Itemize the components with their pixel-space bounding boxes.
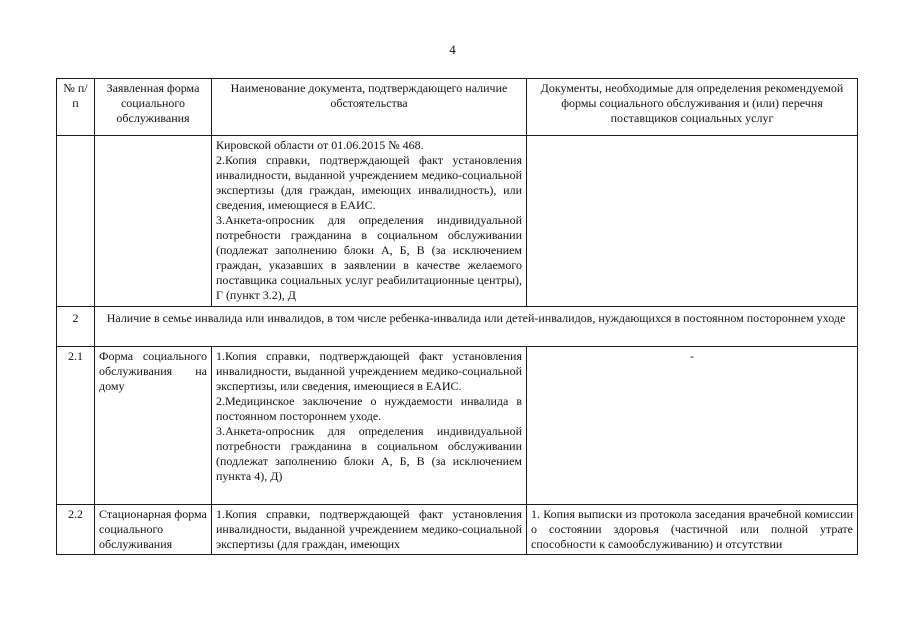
row-required-documents: 1. Копия выписки из протокола заседания врачебной комиссии о состоянии здоровья (частичной или полной утрате способности к самообслуживанию) и отсутствии — [527, 505, 858, 555]
table-row — [57, 136, 858, 307]
header-number: № п/п — [57, 79, 95, 136]
section-row — [57, 307, 858, 347]
section-number: 2 — [57, 307, 95, 347]
row-documents — [212, 505, 527, 555]
document-item: 2.Копия справки, подтверждающей факт установления инвалидности, выданной учреждением медико-социальной экспертизы (для граждан, имеющих инвалидность), или сведения, имеющиеся в ЕАИС. — [216, 153, 522, 212]
row-documents — [212, 347, 527, 505]
row-required-documents — [527, 136, 858, 307]
row-service-form: Форма социального обслуживания на дому — [95, 347, 212, 505]
row-number — [57, 136, 95, 307]
document-item: 3.Анкета-опросник для определения индивидуальной потребности гражданина в социальном обслуживании (подлежат заполнению блоки А, Б, В (за исключением пункта 4), Д) — [216, 424, 522, 483]
table-header-row — [57, 79, 858, 136]
document-table — [56, 78, 858, 555]
row-service-form: Стационарная форма социального обслуживания — [95, 505, 212, 555]
header-document-name: Наименование документа, подтверждающего наличие обстоятельства — [212, 79, 527, 136]
document-item: 3.Анкета-опросник для определения индивидуальной потребности гражданина в социальном обслуживании (подлежат заполнению блоки А, Б, В (за исключением граждан, указавших в заявлении в качестве желаемого поставщика социальных услуг реабилитационные центры), Г (пункт 3.2), Д — [216, 213, 522, 302]
header-required-documents: Документы, необходимые для определения рекомендуемой формы социального обслуживания и (или) перечня поставщиков социальных услуг — [527, 79, 858, 136]
section-title: Наличие в семье инвалида или инвалидов, в том числе ребенка-инвалида или детей-инвалидов, нуждающихся в постоянном постороннем уходе — [95, 307, 858, 347]
header-service-form: Заявленная форма социального обслуживания — [95, 79, 212, 136]
row-number: 2.2 — [57, 505, 95, 555]
row-required-documents: - — [527, 347, 858, 505]
document-item: 2.Медицинское заключение о нуждаемости инвалида в постоянном постороннем уходе. — [216, 394, 522, 423]
document-item: 1.Копия справки, подтверждающей факт установления инвалидности, выданной учреждением медико-социальной экспертизы, или сведения, имеющиеся в ЕАИС. — [216, 349, 522, 393]
row-number: 2.1 — [57, 347, 95, 505]
table-row — [57, 347, 858, 505]
page-number: 4 — [449, 42, 456, 57]
document-item: Кировской области от 01.06.2015 № 468. — [216, 138, 424, 152]
row-service-form — [95, 136, 212, 307]
row-documents — [212, 136, 527, 307]
table-row — [57, 505, 858, 555]
document-item: 1.Копия справки, подтверждающей факт установления инвалидности, выданной учреждением медико-социальной экспертизы (для граждан, имеющих — [216, 507, 522, 551]
